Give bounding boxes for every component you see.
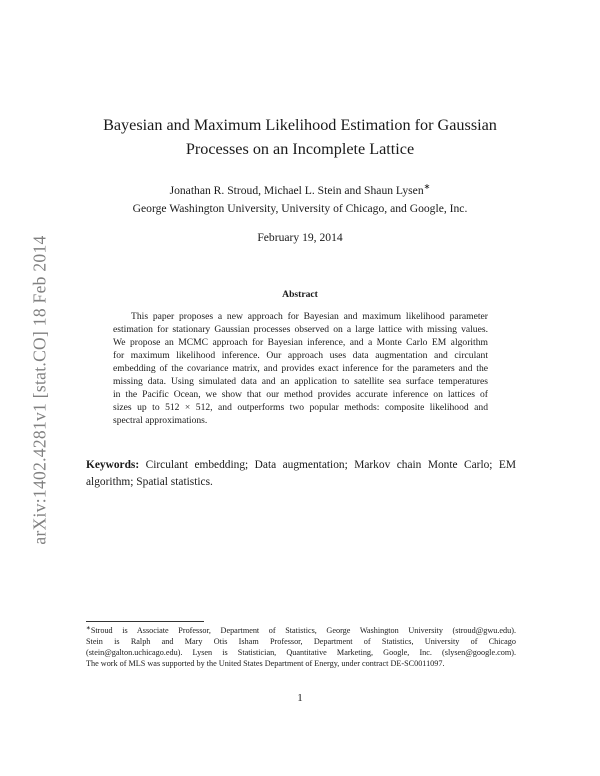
arxiv-identifier[interactable]: arXiv:1402.4281v1 [stat.CO] 18 Feb 2014 (29, 235, 50, 545)
arxiv-stamp (20, 210, 60, 570)
abstract-line: for maximum likelihood inference. Our approach uses data augmentation and circulant (113, 350, 488, 361)
title-line-1: Bayesian and Maximum Likelihood Estimation for Gaussian (103, 116, 497, 134)
author-names: Jonathan R. Stroud, Michael L. Stein and Shaun Lysen (169, 184, 424, 197)
author-names-line (80, 182, 520, 200)
paper-title (80, 113, 520, 161)
footnote-block (86, 625, 516, 669)
paper-date: February 19, 2014 (257, 231, 343, 244)
abstract-line: spectral approximations. (113, 415, 208, 426)
abstract-line: sizes up to 512 × 512, and outperforms two popular methods: composite likelihood and (113, 402, 488, 413)
footnote-rule (86, 621, 204, 622)
footnote-text-1: Stroud is Associate Professor, Department of Statistics, George Washington University (stroud@gwu.edu). (90, 626, 516, 635)
author-block (80, 182, 520, 218)
keywords-line-2: algorithm; Spatial statistics. (86, 476, 213, 488)
author-affiliations: George Washington University, University of Chicago, and Google, Inc. (132, 202, 468, 215)
abstract-line: estimation for stationary Gaussian processes observed on a large lattice with missing values. (113, 324, 488, 335)
keywords-label: Keywords: (86, 459, 140, 471)
page-number: 1 (297, 692, 303, 704)
keywords-block (86, 457, 516, 491)
footnote-line: Stein is Ralph and Mary Otis Isham Professor, Department of Statistics, University of Chicago (86, 637, 516, 646)
footnote-line-1 (86, 625, 516, 636)
footnote-line: The work of MLS was supported by the United States Department of Energy, under contract DE-SC0011097. (86, 659, 445, 668)
abstract-line: This paper proposes a new approach for Bayesian and maximum likelihood parameter (131, 311, 488, 322)
abstract-line: missing data. Using simulated data and an application to satellite sea surface temperatures (113, 376, 488, 387)
footnote-mark: ∗ (86, 625, 91, 632)
abstract-line: in the Pacific Ocean, we show that our method provides accurate inference on lattices of (113, 389, 488, 400)
keywords-text-1: Circulant embedding; Data augmentation; Markov chain Monte Carlo; EM (145, 459, 516, 471)
abstract-line: We propose an MCMC approach for Bayesian inference, and a Monte Carlo EM algorithm (113, 337, 488, 348)
footnote-line: (stein@galton.uchicago.edu). Lysen is Statistician, Quantitative Marketing, Google, Inc. (slysen@google.com). (86, 648, 516, 657)
abstract-line: embedding of the covariance matrix, and provides exact inference for the parameters and the (113, 363, 488, 374)
author-footnote-mark[interactable]: ∗ (423, 182, 431, 192)
abstract-heading: Abstract (282, 289, 318, 300)
title-line-2: Processes on an Incomplete Lattice (185, 140, 415, 158)
abstract-body (113, 310, 488, 427)
keywords-line-1 (86, 457, 516, 474)
